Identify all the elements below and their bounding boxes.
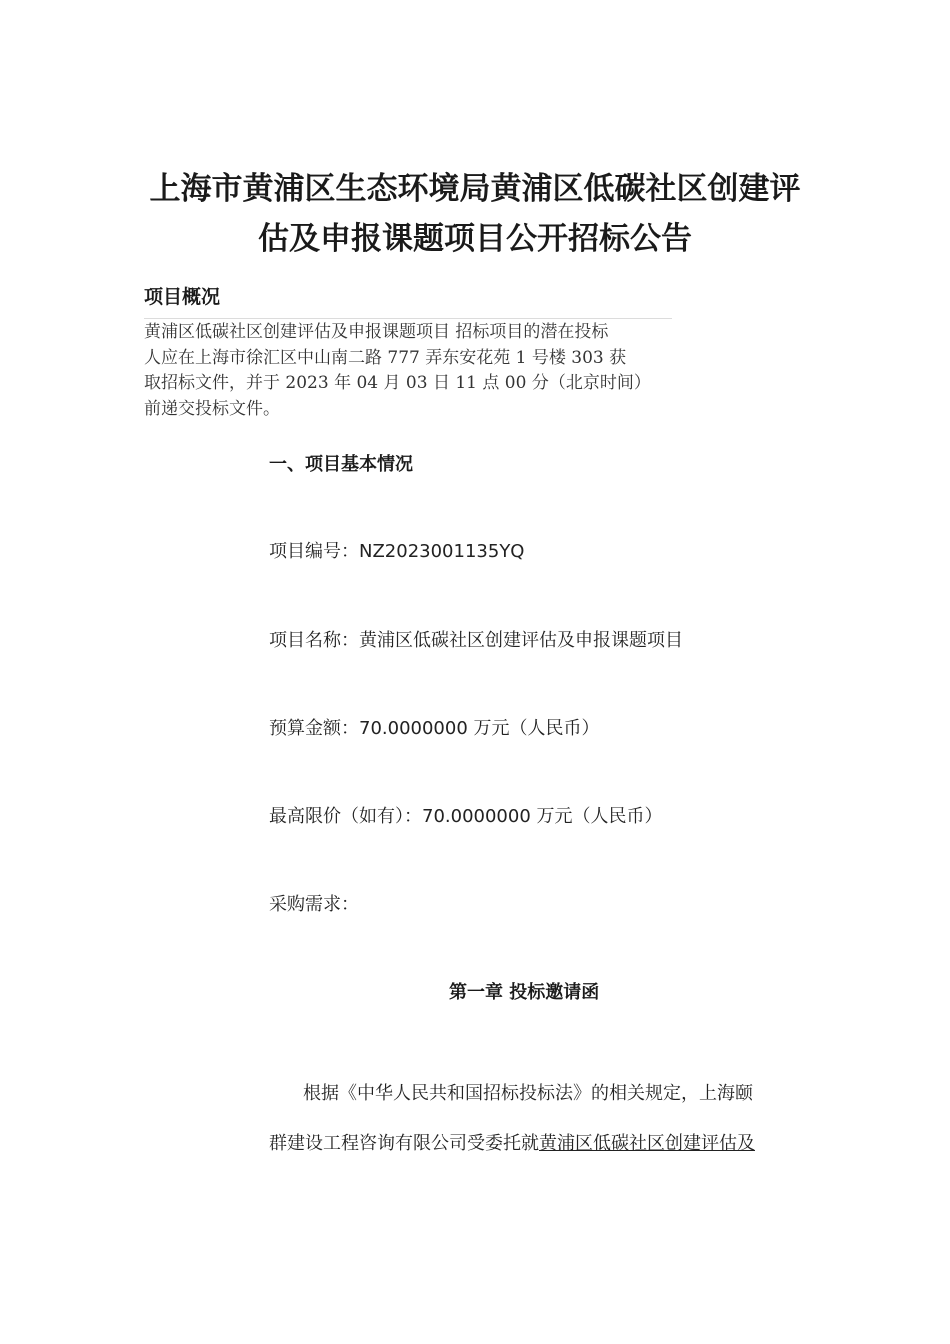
overview-body	[144, 320, 684, 422]
document-title	[100, 164, 850, 264]
overview-divider	[144, 318, 672, 319]
overview-line: 取招标文件，并于 2023 年 04 月 03 日 11 点 00 分（北京时间）	[144, 373, 651, 393]
chapter-heading: 第一章 投标邀请函	[449, 982, 600, 1003]
overview-line: 人应在上海市徐汇区中山南二路 777 弄东安花苑 1 号楼 303 获	[144, 347, 627, 368]
paragraph-line: 根据《中华人民共和国招标投标法》的相关规定，上海颐	[303, 1083, 753, 1104]
overview-heading: 项目概况	[144, 286, 221, 308]
budget-amount: 预算金额：70.0000000 万元（人民币）	[269, 718, 600, 739]
project-number: 项目编号：NZ2023001135YQ	[269, 541, 525, 562]
max-price: 最高限价（如有）：70.0000000 万元（人民币）	[269, 806, 663, 827]
invitation-paragraph	[269, 1069, 799, 1169]
paragraph-line	[269, 1119, 799, 1169]
overview-line: 前递交投标文件。	[144, 398, 280, 419]
procurement-requirements: 采购需求：	[269, 894, 359, 915]
overview-line: 黄浦区低碳社区创建评估及申报课题项目 招标项目的潜在投标	[144, 322, 609, 342]
title-line-1: 上海市黄浦区生态环境局黄浦区低碳社区创建评	[149, 171, 801, 207]
paragraph-text: 群建设工程咨询有限公司受委托就	[269, 1133, 539, 1154]
title-line-2: 估及申报课题项目公开招标公告	[258, 221, 692, 257]
section-basic-info-heading: 一、项目基本情况	[269, 454, 413, 475]
underlined-project-name: 黄浦区低碳社区创建评估及	[539, 1133, 755, 1154]
project-name: 项目名称：黄浦区低碳社区创建评估及申报课题项目	[269, 630, 683, 651]
